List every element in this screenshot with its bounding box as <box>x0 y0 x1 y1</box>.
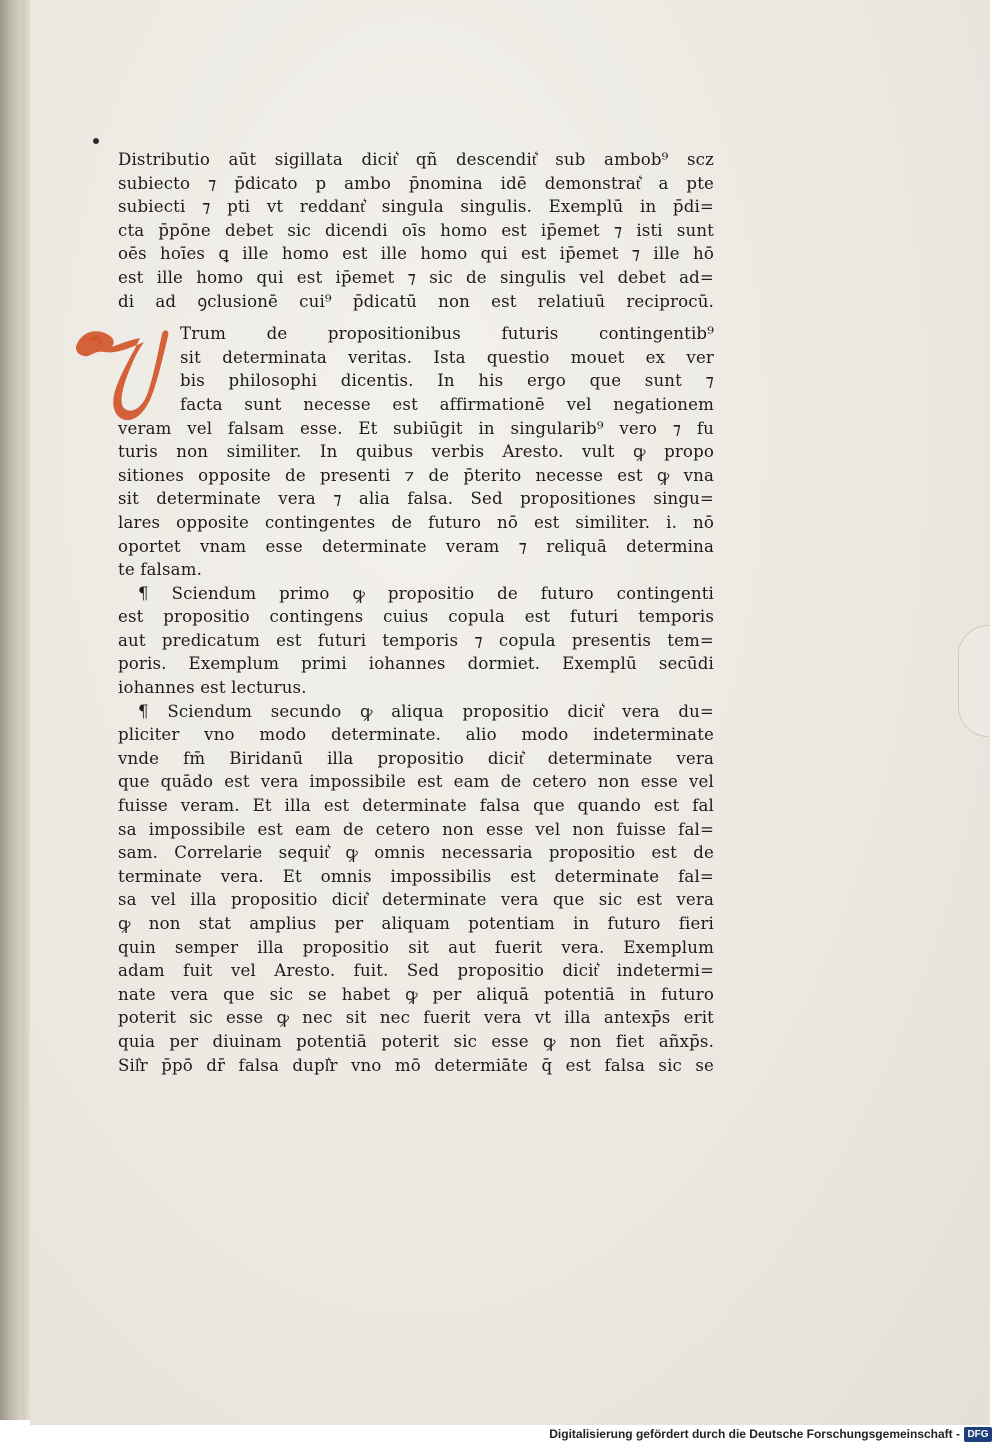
text-line: subiecto ⁊ p̄dicato p ambo p̄nomina idē demonstrat͛ a pte <box>118 173 714 193</box>
text-line: oportet vnam esse determinate veram ⁊ reliquā determina <box>118 536 714 556</box>
text-line: cta p̄pōne debet sic dicendi oīs homo est ip̄emet ⁊ isti sunt <box>118 220 714 240</box>
text-line: te falsam. <box>118 560 203 580</box>
page-text <box>118 148 714 1077</box>
text-line: subiecti ⁊ pti vt reddant͛ singula singulis. Exemplū in p̄di= <box>118 197 714 217</box>
text-line: que quādo est vera impossibile est eam de cetero non esse vel <box>118 772 714 792</box>
text-line: sitiones opposite de presenti ⁊ de p̄terito necesse est ꝙ vna <box>118 465 714 485</box>
text-line: iohannes est lecturus. <box>118 678 307 698</box>
paragraph-distributio <box>118 148 714 313</box>
text-line: facta sunt necesse est affirmationē vel negationem <box>180 394 714 414</box>
text-line: sam. Correlarie sequit͛ ꝙ omnis necessaria propositio est de <box>118 843 714 863</box>
funding-credit: Digitalisierung gefördert durch die Deutsche Forschungsgemeinschaft - <box>549 1427 960 1441</box>
text-line: oēs hoīes ꝗ ille homo est ille homo qui est ip̄emet ⁊ ille hō <box>118 244 714 264</box>
text-line: ꝙ non stat amplius per aliquam potentiam in futuro fieri <box>118 914 714 933</box>
text-line: sit determinate vera ⁊ alia falsa. Sed propositiones singu= <box>118 489 714 509</box>
text-line: quia per diuinam potentiā poterit sic esse ꝙ non fiet añxp̄s. <box>118 1031 714 1051</box>
ink-dot <box>93 138 99 144</box>
text-line: vnde fm̄ Biridanū illa propositio dicit͛ determinate vera <box>118 748 714 768</box>
text-line: terminate vera. Et omnis impossibilis est determinate fal= <box>118 866 714 886</box>
text-line: di ad ꝯclusionē cui⁹ p̄dicatū non est relatiuū reciprocū. <box>118 291 714 311</box>
text-line: est propositio contingens cuius copula est futuri temporis <box>118 607 714 627</box>
text-line: poris. Exemplum primi iohannes dormiet. Exemplū secūdi <box>118 654 714 674</box>
text-line: sa vel illa propositio dicit͛ determinate vera que sic est vera <box>118 890 714 910</box>
text-line: pliciter vno modo determinate. alio modo indeterminate <box>118 725 714 745</box>
text-line: ¶ Sciendum primo ꝙ propositio de futuro contingenti <box>138 583 714 603</box>
text-line: Trum de propositionibus futuris contingentib⁹ <box>180 324 714 344</box>
text-line: nate vera que sic se habet ꝙ per aliquā potentiā in futuro <box>118 984 714 1004</box>
text-line: sa impossibile est eam de cetero non esse vel non fuisse fal= <box>118 819 714 839</box>
book-gutter <box>0 0 22 1420</box>
text-line: quin semper illa propositio sit aut fuerit vera. Exemplum <box>118 937 714 957</box>
text-line: Sil͛r p̄pō dr̄ falsa dupl͛r vno mō determiāte q̄ est falsa sic se <box>118 1055 714 1075</box>
text-line: lares opposite contingentes de futuro nō est similiter. i. nō <box>118 512 714 532</box>
text-line: turis non similiter. In quibus verbis Aresto. vult ꝙ propo <box>118 442 714 462</box>
text-line: poterit sic esse ꝙ nec sit nec fuerit vera vt illa antexp̄s erit <box>118 1008 714 1028</box>
text-line: ¶ Sciendum secundo ꝙ aliqua propositio dicit͛ vera du= <box>138 701 714 721</box>
text-line: fuisse veram. Et illa est determinate falsa que quando est fal <box>118 796 714 816</box>
paragraph-utrum <box>118 322 714 582</box>
text-line: Distributio aūt sigillata dicit͛ qñ descendit͛ sub ambob⁹ scz <box>118 150 714 169</box>
page-tab <box>958 625 989 737</box>
paragraph-sciendum-secundo <box>118 700 714 1078</box>
text-line: veram vel falsam esse. Et subiūgit in singularib⁹ vero ⁊ fu <box>118 418 714 438</box>
paragraph-sciendum-primo <box>118 582 714 700</box>
text-line: aut predicatum est futuri temporis ⁊ copula presentis tem= <box>118 630 714 650</box>
footer-bar <box>0 1425 1000 1446</box>
dfg-logo: DFG <box>964 1427 992 1442</box>
text-line: sit determinata veritas. Ista questio mouet ex ver <box>180 347 714 367</box>
text-line: adam fuit vel Aresto. fuit. Sed propositio dicit͛ indetermi= <box>118 961 714 981</box>
text-line: bis philosophi dicentis. In his ergo que sunt ⁊ <box>180 371 714 391</box>
text-line: est ille homo qui est ip̄emet ⁊ sic de singulis vel debet ad= <box>118 267 714 287</box>
